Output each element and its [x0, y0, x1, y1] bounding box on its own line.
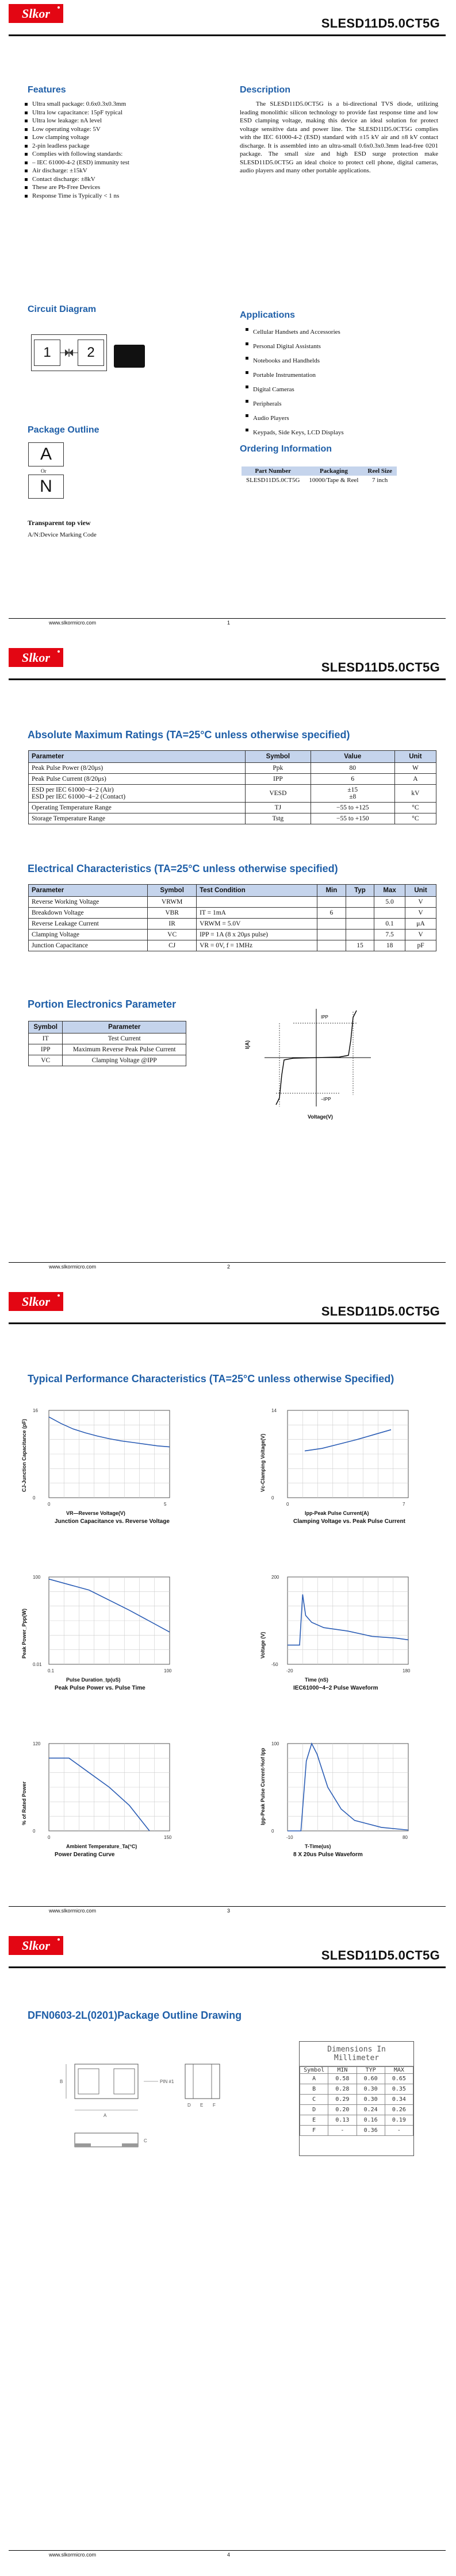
- chart-ylabel: Peak Power_Ppp(W): [21, 1608, 27, 1659]
- table-row: [300, 2084, 413, 2095]
- column-header: Parameter: [29, 751, 246, 763]
- table-cell: [374, 908, 405, 919]
- application-item: Cellular Handsets and Accessories: [244, 325, 434, 340]
- table-cell: VRWM = 5.0V: [197, 919, 317, 930]
- circuit-title: Circuit Diagram: [28, 304, 97, 314]
- table-cell: 6: [311, 774, 394, 785]
- dim-c-label: C: [144, 2138, 147, 2143]
- table-cell: 0.19: [385, 2115, 413, 2126]
- table-cell: Breakdown Voltage: [29, 908, 148, 919]
- pin2-label: 2: [78, 340, 104, 366]
- chart-ylabel: Voltage (V): [260, 1632, 266, 1659]
- page-2: [0, 644, 456, 1288]
- column-header: Symbol: [148, 885, 197, 897]
- part-title: SLESD11D5.0CT5G: [321, 16, 440, 30]
- table-cell: Tstg: [245, 813, 311, 824]
- chart-xlabel: T-Time(us): [305, 1844, 331, 1849]
- table-cell: 0.30: [357, 2084, 385, 2095]
- page-header: [0, 1932, 456, 1972]
- table-row: [29, 813, 436, 824]
- perf-chart-2: [32, 1572, 175, 1676]
- chart-caption: Clamping Voltage vs. Peak Pulse Current: [293, 1518, 405, 1525]
- perf-chart-5: [270, 1739, 414, 1842]
- table-row: [29, 763, 436, 774]
- applications-title: Applications: [240, 310, 296, 320]
- table-row: [300, 2074, 413, 2084]
- typical-perf-title: Typical Performance Characteristics (TA=25°C unless otherwise Specified): [28, 1373, 394, 1385]
- table-row: [29, 940, 436, 951]
- feature-item: Low clamping voltage: [23, 133, 224, 142]
- application-item: Keypads, Side Keys, LCD Displays: [244, 426, 434, 440]
- table-cell: Reverse Working Voltage: [29, 897, 148, 908]
- table-row: [29, 897, 436, 908]
- table-row: [300, 2095, 413, 2105]
- column-header: TYP: [357, 2067, 385, 2074]
- perf-chart-1: [270, 1406, 414, 1509]
- chart-ylabel: Vc-Clamping Voltage(V): [260, 1433, 266, 1492]
- marking-a: A: [28, 442, 64, 466]
- chart-xlabel: Pulse Duration_tp(uS): [66, 1677, 121, 1683]
- table-cell: IR: [148, 919, 197, 930]
- page-number: 1: [227, 620, 231, 626]
- feature-item: Ultra small package: 0.6x0.3x0.3mm: [23, 100, 224, 109]
- elec-char-title: Electrical Characteristics (TA=25°C unless otherwise specified): [28, 863, 338, 874]
- column-header: Symbol: [300, 2067, 328, 2074]
- features-title: Features: [28, 85, 66, 95]
- top-view-label: Transparent top view: [28, 519, 91, 527]
- table-cell: CJ: [148, 940, 197, 951]
- y-tick-label: 14: [271, 1408, 277, 1413]
- column-header: Value: [311, 751, 394, 763]
- perf-chart-3: [270, 1572, 414, 1676]
- application-item: Peripherals: [244, 397, 434, 411]
- brand-logo: Slkor: [9, 648, 63, 667]
- table-cell: 0.60: [357, 2074, 385, 2084]
- table-header-row: [29, 1021, 186, 1034]
- table-cell: μA: [405, 919, 436, 930]
- chart-ylabel: % of Rated Power: [21, 1781, 27, 1825]
- table-cell: Clamping Voltage: [29, 930, 148, 940]
- dim-d-label: D: [187, 2103, 191, 2108]
- part-title: SLESD11D5.0CT5G: [321, 1304, 440, 1318]
- table-cell: ±15 ±8: [311, 785, 394, 803]
- table-cell: 0.16: [357, 2115, 385, 2126]
- x-tick-label: 5: [164, 1502, 167, 1507]
- table-cell: 0.20: [328, 2105, 357, 2115]
- feature-item: These are Pb-Free Devices: [23, 183, 224, 192]
- package-outline-title: Package Outline: [28, 425, 99, 435]
- chart-caption: Power Derating Curve: [55, 1852, 115, 1858]
- table-row: [29, 774, 436, 785]
- table-cell: [346, 919, 374, 930]
- chart-xlabel: Time (nS): [305, 1677, 328, 1683]
- table-cell: 0.1: [374, 919, 405, 930]
- pin1-label: 1: [34, 340, 60, 366]
- column-header: Unit: [394, 751, 436, 763]
- table-cell: V: [405, 908, 436, 919]
- feature-item: Air discharge: ±15kV: [23, 167, 224, 175]
- page-header: [0, 644, 456, 684]
- page-4: [0, 1932, 456, 2576]
- table-row: [300, 2105, 413, 2115]
- table-cell: VBR: [148, 908, 197, 919]
- table-cell: 0.30: [357, 2095, 385, 2105]
- table-cell: V: [405, 930, 436, 940]
- table-cell: A: [300, 2074, 328, 2084]
- chart-xlabel: Ipp-Peak Pulse Current(A): [305, 1510, 369, 1516]
- table-cell: 5.0: [374, 897, 405, 908]
- table-cell: F: [300, 2126, 328, 2136]
- table-row: [29, 803, 436, 813]
- outline-drawing-title: DFN0603-2L(0201)Package Outline Drawing: [28, 2010, 242, 2021]
- page-1: [0, 0, 456, 644]
- dimensions-panel: [299, 2041, 414, 2156]
- page-number: 2: [227, 1264, 231, 1270]
- feature-item: Contact discharge: ±8kV: [23, 175, 224, 184]
- table-cell: Maximum Reverse Peak Pulse Current: [63, 1044, 186, 1055]
- y-tick-label: -50: [271, 1662, 278, 1667]
- table-cell: °C: [394, 813, 436, 824]
- page-header: [0, 0, 456, 40]
- x-tick-label: -10: [286, 1835, 293, 1840]
- table-header-row: [29, 751, 436, 763]
- table-cell: −55 to +125: [311, 803, 394, 813]
- page-header: [0, 1288, 456, 1328]
- y-tick-label: 0: [33, 1495, 36, 1501]
- table-cell: 0.28: [328, 2084, 357, 2095]
- table-cell: VR = 0V, f = 1MHz: [197, 940, 317, 951]
- table-cell: B: [300, 2084, 328, 2095]
- iv-xlabel: Voltage(V): [308, 1114, 333, 1120]
- package-photo: [114, 345, 145, 368]
- chart-xlabel: VR—Reverse Voltage(V): [66, 1510, 125, 1516]
- y-tick-label: 0.01: [33, 1662, 42, 1667]
- table-cell: [197, 897, 317, 908]
- table-row: [29, 919, 436, 930]
- table-cell: TJ: [245, 803, 311, 813]
- portion-table: [28, 1021, 186, 1066]
- table-cell: 0.35: [385, 2084, 413, 2095]
- table-cell: [346, 897, 374, 908]
- application-item: Portable Instrumentation: [244, 368, 434, 383]
- column-header: Unit: [405, 885, 436, 897]
- footer-url: www.slkormicro.com: [49, 1908, 97, 1914]
- table-cell: Test Current: [63, 1034, 186, 1044]
- x-tick-label: 0: [286, 1502, 289, 1507]
- ordering-table: Part Number Packaging Reel Size SLESD11D5.0CT5G 10000/Tape & Reel 7 inch: [242, 466, 397, 485]
- table-cell: Storage Temperature Range: [29, 813, 246, 824]
- iv-nipp-label: −IPP: [321, 1097, 331, 1102]
- brand-logo: Slkor: [9, 4, 63, 23]
- tvs-diode-symbol: [60, 346, 78, 359]
- table-cell: −55 to +150: [311, 813, 394, 824]
- table-cell: VRWM: [148, 897, 197, 908]
- marking-n: N: [28, 475, 64, 499]
- chart-caption: 8 X 20us Pulse Waveform: [293, 1852, 363, 1858]
- table-cell: 18: [374, 940, 405, 951]
- table-cell: 0.29: [328, 2095, 357, 2105]
- abs-max-table: [28, 750, 436, 824]
- feature-item: Complies with following standards:: [23, 150, 224, 159]
- page-footer: [0, 618, 456, 641]
- table-cell: V: [405, 897, 436, 908]
- y-tick-label: 200: [271, 1575, 279, 1580]
- table-cell: 7.5: [374, 930, 405, 940]
- part-title: SLESD11D5.0CT5G: [321, 1948, 440, 1962]
- column-header: Typ: [346, 885, 374, 897]
- circuit-diagram: [31, 334, 107, 371]
- table-cell: Junction Capacitance: [29, 940, 148, 951]
- table-cell: [317, 897, 346, 908]
- page-number: 3: [227, 1908, 231, 1914]
- y-tick-label: 16: [33, 1408, 38, 1413]
- page-3: [0, 1288, 456, 1932]
- table-cell: [317, 930, 346, 940]
- feature-item: Ultra low leakage: nA level: [23, 117, 224, 125]
- application-item: Digital Cameras: [244, 383, 434, 397]
- column-header: Parameter: [29, 885, 148, 897]
- table-cell: VC: [148, 930, 197, 940]
- table-cell: IPP: [245, 774, 311, 785]
- table-cell: IPP = 1A (8 x 20μs pulse): [197, 930, 317, 940]
- applications-list: [244, 325, 434, 440]
- table-cell: VESD: [245, 785, 311, 803]
- application-item: Notebooks and Handhelds: [244, 354, 434, 368]
- y-tick-label: 100: [271, 1741, 279, 1746]
- table-header-row: [300, 2067, 413, 2074]
- table-cell: IT = 1mA: [197, 908, 317, 919]
- x-tick-label: 180: [403, 1668, 411, 1673]
- table-cell: IT: [29, 1034, 63, 1044]
- feature-item: – IEC 61000-4-2 (ESD) immunity test: [23, 159, 224, 167]
- marking-or: Or: [41, 468, 47, 474]
- page-footer: [0, 1262, 456, 1285]
- column-header: Max: [374, 885, 405, 897]
- feature-item: Response Time is Typically < 1 ns: [23, 192, 224, 200]
- feature-item: 2-pin leadless package: [23, 142, 224, 151]
- table-row: [29, 785, 436, 803]
- table-cell: 0.65: [385, 2074, 413, 2084]
- dim-e-label: E: [200, 2103, 204, 2108]
- dimensions-table: [300, 2066, 413, 2136]
- dim-f-label: F: [213, 2103, 216, 2108]
- chart-xlabel: Ambient Temperature_Ta(°C): [66, 1844, 137, 1849]
- iv-curve-chart: [259, 1006, 374, 1109]
- chart-ylabel: CJ-Junction Capacitance (pF): [21, 1418, 27, 1492]
- table-cell: 6: [317, 908, 346, 919]
- pin1-mark-label: PIN #1: [160, 2079, 174, 2084]
- perf-chart-0: [32, 1406, 175, 1509]
- x-tick-label: 100: [164, 1668, 172, 1673]
- table-row: [29, 1034, 186, 1044]
- table-cell: 0.34: [385, 2095, 413, 2105]
- table-cell: 0.13: [328, 2115, 357, 2126]
- table-cell: D: [300, 2105, 328, 2115]
- description-text: The SLESD11D5.0CT5G is a bi-directional TVS diode, utilizing leading monolithic silicon technology to provide fast response time and low ESD clamping voltage, making this device an ideal solution for protect voltage sensitive data and power line. The SLESD11D5.0CT5G complies with the IEC 61000-4-2 (ESD) standard with ±15 kV air and ±8 kV contact discharge. It is assembled into an ultra-small 0.6x0.3x0.3mm lead-free 0201 package. The small size and high ESD surge protection make SLESD11D5.0CT5G an ideal choice to protect cell phone, digital cameras, audio players and many other portable applications.: [240, 101, 438, 174]
- table-cell: [346, 930, 374, 940]
- x-tick-label: 0.1: [48, 1668, 55, 1673]
- table-row: [29, 930, 436, 940]
- table-cell: Operating Temperature Range: [29, 803, 246, 813]
- table-cell: A: [394, 774, 436, 785]
- abs-max-title: Absolute Maximum Ratings (TA=25°C unless otherwise specified): [28, 729, 350, 741]
- dimensions-title: Dimensions In Millimeter: [300, 2042, 413, 2066]
- table-cell: VC: [29, 1055, 63, 1066]
- table-cell: Clamping Voltage @IPP: [63, 1055, 186, 1066]
- table-cell: 15: [346, 940, 374, 951]
- table-cell: pF: [405, 940, 436, 951]
- x-tick-label: 0: [48, 1502, 51, 1507]
- table-cell: [317, 919, 346, 930]
- column-header: Symbol: [29, 1021, 63, 1034]
- table-cell: [346, 908, 374, 919]
- application-item: Personal Digital Assistants: [244, 340, 434, 354]
- table-cell: [317, 940, 346, 951]
- column-header: Min: [317, 885, 346, 897]
- page-number: 4: [227, 2552, 231, 2558]
- perf-chart-4: [32, 1739, 175, 1842]
- page-footer: [0, 1906, 456, 1929]
- x-tick-label: 0: [48, 1835, 51, 1840]
- table-cell: Peak Pulse Current (8/20μs): [29, 774, 246, 785]
- table-cell: IPP: [29, 1044, 63, 1055]
- column-header: MAX: [385, 2067, 413, 2074]
- footer-url: www.slkormicro.com: [49, 2552, 97, 2558]
- marking-code-label: A/N:Device Marking Code: [28, 531, 97, 538]
- column-header: Symbol: [245, 751, 311, 763]
- table-cell: C: [300, 2095, 328, 2105]
- elec-char-table: [28, 884, 436, 951]
- table-cell: Ppk: [245, 763, 311, 774]
- features-list: [23, 100, 224, 200]
- description-title: Description: [240, 85, 291, 95]
- package-outline-drawing: [35, 2047, 230, 2168]
- x-tick-label: 150: [164, 1835, 172, 1840]
- application-item: Audio Players: [244, 411, 434, 426]
- table-cell: kV: [394, 785, 436, 803]
- table-cell: 0.58: [328, 2074, 357, 2084]
- chart-caption: IEC61000−4−2 Pulse Waveform: [293, 1685, 378, 1691]
- y-tick-label: 0: [33, 1829, 36, 1834]
- portion-title: Portion Electronics Parameter: [28, 998, 177, 1010]
- brand-logo: Slkor: [9, 1936, 63, 1955]
- table-cell: °C: [394, 803, 436, 813]
- brand-logo: Slkor: [9, 1292, 63, 1311]
- y-tick-label: 100: [33, 1575, 41, 1580]
- table-header-row: [29, 885, 436, 897]
- ordering-title: Ordering Information: [240, 444, 332, 454]
- chart-ylabel: Ipp-Peak Pulse Current-%of Ipp: [260, 1748, 266, 1825]
- table-cell: ESD per IEC 61000−4−2 (Air) ESD per IEC 61000−4−2 (Contact): [29, 785, 246, 803]
- x-tick-label: 80: [403, 1835, 408, 1840]
- chart-caption: Junction Capacitance vs. Reverse Voltage: [55, 1518, 170, 1525]
- table-cell: 0.24: [357, 2105, 385, 2115]
- table-cell: -: [385, 2126, 413, 2136]
- column-header: Parameter: [63, 1021, 186, 1034]
- dim-b-label: B: [60, 2079, 63, 2084]
- table-row: [300, 2115, 413, 2126]
- part-title: SLESD11D5.0CT5G: [321, 660, 440, 674]
- y-tick-label: 0: [271, 1829, 274, 1834]
- table-row: [29, 1055, 186, 1066]
- table-cell: Peak Pulse Power (8/20μs): [29, 763, 246, 774]
- dim-a-label: A: [104, 2113, 107, 2118]
- page-footer: [0, 2550, 456, 2573]
- column-header: MIN: [328, 2067, 357, 2074]
- table-cell: W: [394, 763, 436, 774]
- iv-ylabel: I(A): [244, 1040, 250, 1049]
- chart-caption: Peak Pulse Power vs. Pulse Time: [55, 1685, 145, 1691]
- feature-item: Ultra low capacitance: 15pF typical: [23, 109, 224, 117]
- x-tick-label: 7: [403, 1502, 405, 1507]
- table-cell: 0.26: [385, 2105, 413, 2115]
- footer-url: www.slkormicro.com: [49, 1264, 97, 1270]
- iv-ipp-label: IPP: [321, 1015, 328, 1020]
- footer-url: www.slkormicro.com: [49, 620, 97, 626]
- column-header: Test Condition: [197, 885, 317, 897]
- y-tick-label: 0: [271, 1495, 274, 1501]
- x-tick-label: -20: [286, 1668, 293, 1673]
- table-cell: -: [328, 2126, 357, 2136]
- table-row: [300, 2126, 413, 2136]
- y-tick-label: 120: [33, 1741, 41, 1746]
- table-cell: Reverse Leakage Current: [29, 919, 148, 930]
- table-row: [29, 1044, 186, 1055]
- table-cell: 0.36: [357, 2126, 385, 2136]
- table-row: [29, 908, 436, 919]
- feature-item: Low operating voltage: 5V: [23, 125, 224, 134]
- table-cell: E: [300, 2115, 328, 2126]
- table-cell: 80: [311, 763, 394, 774]
